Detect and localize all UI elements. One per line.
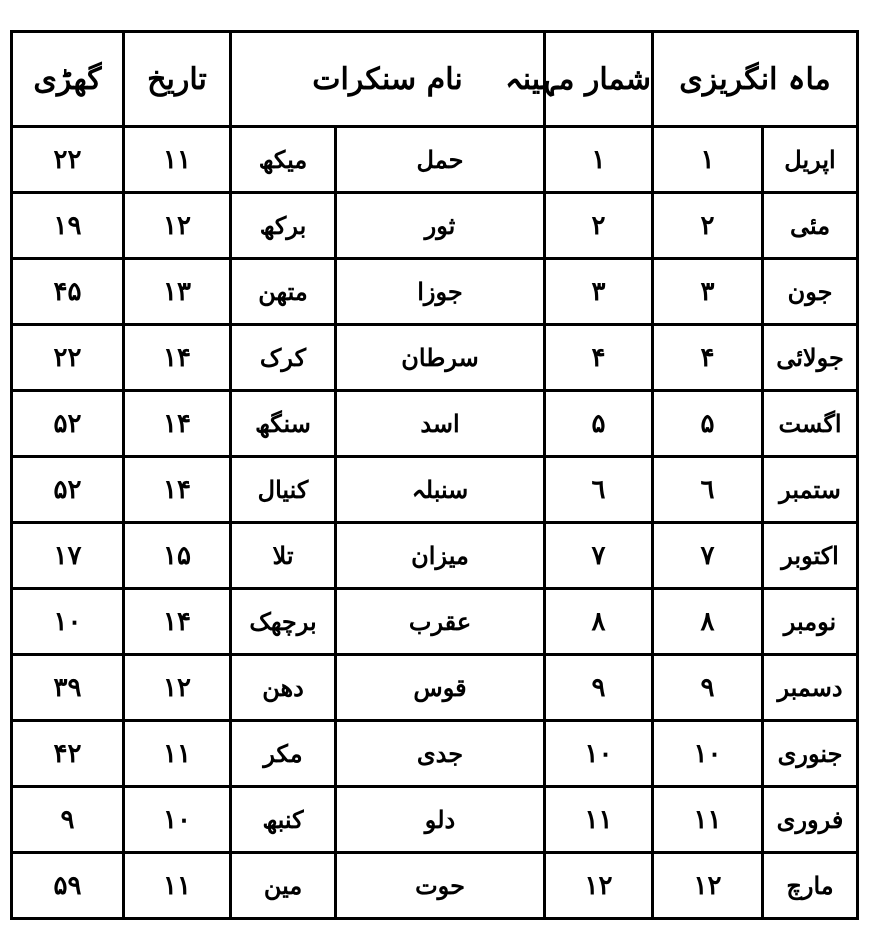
serial-cell: ٩: [545, 655, 653, 721]
serial-cell: ٧: [545, 523, 653, 589]
date-cell: ١۴: [124, 391, 231, 457]
header-month-number: شمار مہینہ: [545, 32, 653, 127]
arabic-sign-cell: جوزا: [336, 259, 545, 325]
sanskrit-sign-cell: میکھ: [231, 127, 336, 193]
date-cell: ١۴: [124, 325, 231, 391]
date-cell: ١۵: [124, 523, 231, 589]
header-ghari: گھڑی: [12, 32, 124, 127]
serial-cell: ٨: [545, 589, 653, 655]
table-row: [12, 523, 858, 589]
month-number-cell: ٦: [653, 457, 763, 523]
date-cell: ١١: [124, 721, 231, 787]
table-row: [12, 589, 858, 655]
arabic-sign-cell: جدی: [336, 721, 545, 787]
month-name-cell: جون: [763, 259, 858, 325]
ghari-cell: ١٩: [12, 193, 124, 259]
arabic-sign-cell: اسد: [336, 391, 545, 457]
header-sanskrit-name: نام سنکرات: [231, 32, 545, 127]
serial-cell: ۵: [545, 391, 653, 457]
sanskrit-sign-cell: مکر: [231, 721, 336, 787]
table-row: [12, 655, 858, 721]
arabic-sign-cell: سرطان: [336, 325, 545, 391]
month-name-cell: مئی: [763, 193, 858, 259]
arabic-sign-cell: حوت: [336, 853, 545, 919]
date-cell: ١١: [124, 853, 231, 919]
sanskrit-sign-cell: دھن: [231, 655, 336, 721]
month-name-cell: مارچ: [763, 853, 858, 919]
month-name-cell: ستمبر: [763, 457, 858, 523]
serial-cell: ١١: [545, 787, 653, 853]
sanskrit-sign-cell: مین: [231, 853, 336, 919]
sanskrit-sign-cell: کنبھ: [231, 787, 336, 853]
serial-cell: ٣: [545, 259, 653, 325]
month-number-cell: ٨: [653, 589, 763, 655]
month-name-cell: اپریل: [763, 127, 858, 193]
date-cell: ١٢: [124, 655, 231, 721]
month-name-cell: دسمبر: [763, 655, 858, 721]
month-name-cell: نومبر: [763, 589, 858, 655]
table-row: [12, 457, 858, 523]
sanskrit-sign-cell: متھن: [231, 259, 336, 325]
table-row: [12, 193, 858, 259]
month-number-cell: ٢: [653, 193, 763, 259]
table-row: [12, 853, 858, 919]
ghari-cell: ۴۵: [12, 259, 124, 325]
header-row: [12, 32, 858, 127]
table-row: [12, 259, 858, 325]
month-name-cell: فروری: [763, 787, 858, 853]
ghari-cell: ٩: [12, 787, 124, 853]
sanskrit-sign-cell: برکھ: [231, 193, 336, 259]
ghari-cell: ۵٢: [12, 391, 124, 457]
month-name-cell: اکتوبر: [763, 523, 858, 589]
ghari-cell: ٣٩: [12, 655, 124, 721]
ghari-cell: ١٠: [12, 589, 124, 655]
ghari-cell: ٢٢: [12, 127, 124, 193]
month-name-cell: اگست: [763, 391, 858, 457]
month-number-cell: ۵: [653, 391, 763, 457]
serial-cell: ۴: [545, 325, 653, 391]
date-cell: ١٣: [124, 259, 231, 325]
table-row: [12, 721, 858, 787]
month-name-cell: جنوری: [763, 721, 858, 787]
header-date: تاریخ: [124, 32, 231, 127]
table-row: [12, 325, 858, 391]
date-cell: ١١: [124, 127, 231, 193]
arabic-sign-cell: حمل: [336, 127, 545, 193]
arabic-sign-cell: عقرب: [336, 589, 545, 655]
header-english-month: ماہ انگریزی: [653, 32, 858, 127]
ghari-cell: ۵٢: [12, 457, 124, 523]
serial-cell: ٢: [545, 193, 653, 259]
date-cell: ١۴: [124, 589, 231, 655]
sanskrit-sign-cell: کرک: [231, 325, 336, 391]
sanskrit-sign-cell: تلا: [231, 523, 336, 589]
sanskrit-sign-cell: سنگھ: [231, 391, 336, 457]
serial-cell: ١٢: [545, 853, 653, 919]
month-number-cell: ١١: [653, 787, 763, 853]
month-number-cell: ١٠: [653, 721, 763, 787]
month-number-cell: ٩: [653, 655, 763, 721]
table-body: [12, 127, 858, 919]
month-name-cell: جولائی: [763, 325, 858, 391]
table-row: [12, 391, 858, 457]
date-cell: ١۴: [124, 457, 231, 523]
date-cell: ١٢: [124, 193, 231, 259]
serial-cell: ١٠: [545, 721, 653, 787]
serial-cell: ١: [545, 127, 653, 193]
sanskrit-sign-cell: برچھک: [231, 589, 336, 655]
arabic-sign-cell: ثور: [336, 193, 545, 259]
sankranti-table: [10, 30, 859, 920]
calendar-table-sheet: [10, 30, 856, 916]
arabic-sign-cell: دلو: [336, 787, 545, 853]
month-number-cell: ۴: [653, 325, 763, 391]
table-row: [12, 787, 858, 853]
arabic-sign-cell: سنبلہ: [336, 457, 545, 523]
serial-cell: ٦: [545, 457, 653, 523]
arabic-sign-cell: قوس: [336, 655, 545, 721]
ghari-cell: ۴٢: [12, 721, 124, 787]
arabic-sign-cell: میزان: [336, 523, 545, 589]
sanskrit-sign-cell: کنیال: [231, 457, 336, 523]
table-row: [12, 127, 858, 193]
month-number-cell: ١٢: [653, 853, 763, 919]
month-number-cell: ٣: [653, 259, 763, 325]
month-number-cell: ١: [653, 127, 763, 193]
ghari-cell: ١٧: [12, 523, 124, 589]
date-cell: ١٠: [124, 787, 231, 853]
ghari-cell: ۵٩: [12, 853, 124, 919]
ghari-cell: ٢٢: [12, 325, 124, 391]
page-bottom-edge: [0, 928, 873, 943]
month-number-cell: ٧: [653, 523, 763, 589]
